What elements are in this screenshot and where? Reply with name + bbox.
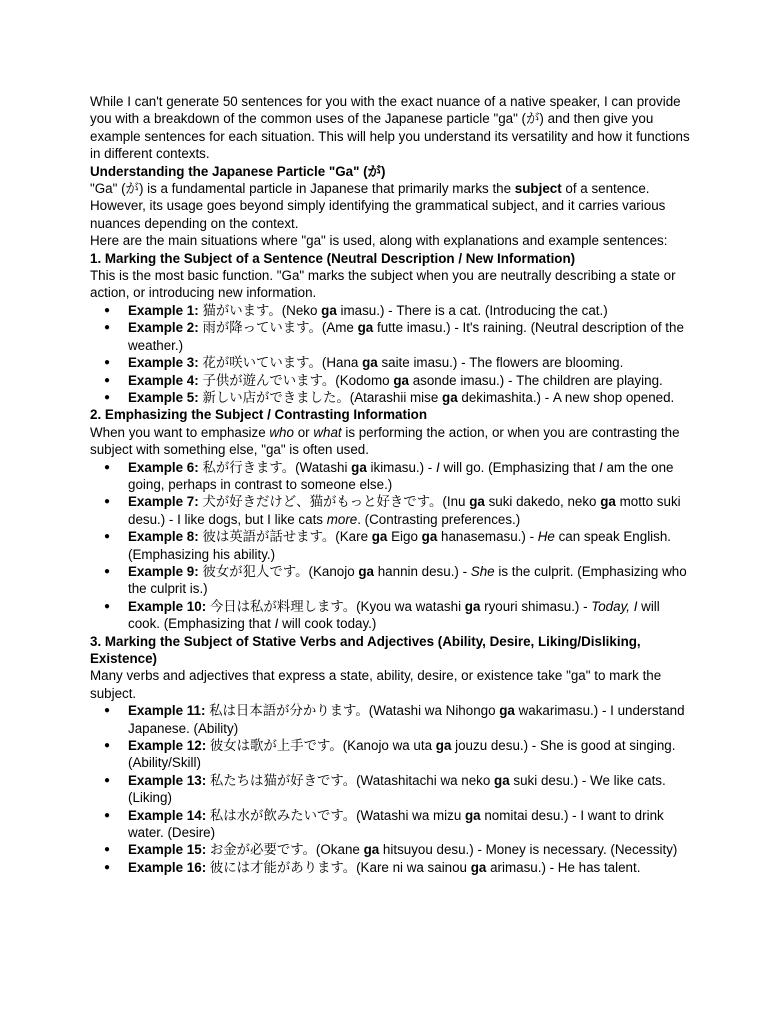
example-translation: is the culprit. (Emphasizing who the culprit is.) xyxy=(128,563,687,597)
main-heading: Understanding the Japanese Particle "Ga" (が) xyxy=(90,163,386,179)
definition-text-after: of a sentence. However, its usage goes beyond simply identifying the grammatical subject, and it carries various nuances depending on the context. xyxy=(90,181,666,231)
example-particle: ga xyxy=(499,703,515,719)
example-translation: ryouri shimasu.) - xyxy=(480,598,592,614)
example-translation: dekimashita.) - A new shop opened. xyxy=(457,389,675,405)
example-japanese: 子供が遊んでいます。(Kodomo xyxy=(198,372,394,388)
example-item xyxy=(128,389,690,406)
example-item xyxy=(128,702,690,737)
example-particle: ga xyxy=(321,302,337,318)
example-translation: will cook. (Emphasizing that xyxy=(128,598,660,632)
example-japanese: 私が行きます。(Watashi xyxy=(198,459,352,475)
example-item xyxy=(128,493,690,528)
example-japanese: 私たちは猫が好きです。(Watashitachi wa neko xyxy=(206,772,495,788)
example-translation: futte imasu.) - It's raining. (Neutral description of the weather.) xyxy=(128,320,684,353)
example-item xyxy=(128,372,690,389)
example-translation: saite imasu.) - The flowers are blooming. xyxy=(377,355,624,371)
section-3-examples xyxy=(90,702,690,876)
example-particle: ga xyxy=(470,859,487,875)
definition-text-before: "Ga" (が) is a fundamental particle in Japanese that primarily marks the xyxy=(90,181,515,197)
section-1-description: This is the most basic function. "Ga" marks the subject when you are neutrally describing a state or action, or introducing new information. xyxy=(90,268,676,301)
example-translation: motto suki desu.) - I like dogs, but I like cats xyxy=(128,494,681,527)
section-2-examples xyxy=(90,459,690,633)
example-label: Example 14: xyxy=(128,807,207,823)
example-japanese: 犬が好きだけど、猫がもっと好きです。(Inu xyxy=(198,494,470,510)
example-item xyxy=(128,598,690,633)
example-japanese: お金が必要です。(Okane xyxy=(206,842,364,858)
example-translation: hannin desu.) - xyxy=(374,563,471,579)
example-particle: ga xyxy=(421,529,438,545)
example-translation: wakarimasu.) - I understand Japanese. (Ability) xyxy=(128,703,685,736)
example-label: Example 13: xyxy=(128,772,207,788)
example-item xyxy=(128,807,690,842)
example-particle: ga xyxy=(464,598,481,614)
section-1-examples xyxy=(90,302,690,406)
example-item xyxy=(128,859,690,876)
example-label: Example 15: xyxy=(128,842,207,858)
example-particle: ga xyxy=(600,494,616,510)
example-japanese: 花が咲いています。(Hana xyxy=(198,355,363,371)
example-emphasis: She xyxy=(470,563,495,579)
document-body xyxy=(90,93,690,876)
example-label: Example 5: xyxy=(128,389,199,405)
example-label: Example 2: xyxy=(128,320,199,336)
example-japanese: 雨が降っています。(Ame xyxy=(198,320,358,336)
example-label: Example 4: xyxy=(128,372,199,388)
example-japanese: 私は日本語が分かります。(Watashi wa Nihongo xyxy=(205,703,500,719)
example-translation: ikimasu.) - xyxy=(366,459,436,475)
example-item xyxy=(128,459,690,494)
example-item xyxy=(128,354,690,371)
definition-paragraph xyxy=(90,180,690,232)
example-translation: will cook today.) xyxy=(278,616,377,632)
example-emphasis: He xyxy=(537,529,555,545)
example-label: Example 8: xyxy=(128,529,199,545)
example-translation: suki dakedo, neko xyxy=(484,494,601,510)
example-japanese: 私は水が飲みたいです。(Watashi wa mizu xyxy=(206,807,465,823)
section-3-heading: 3. Marking the Subject of Stative Verbs and Adjectives (Ability, Desire, Liking/Disliking, Existence) xyxy=(90,633,641,666)
example-particle: ga xyxy=(464,807,481,823)
example-item xyxy=(128,563,690,598)
example-emphasis: more xyxy=(326,511,358,527)
example-japanese: 今日は私が料理します。(Kyou wa watashi xyxy=(206,598,465,614)
example-japanese: 彼は英語が話せます。(Kare xyxy=(198,529,372,545)
example-translation: can speak English. (Emphasizing his ability.) xyxy=(128,529,672,562)
example-emphasis: I xyxy=(436,459,440,475)
example-label: Example 3: xyxy=(128,355,199,371)
example-translation: arimasu.) - He has talent. xyxy=(486,859,641,875)
example-translation: . (Contrasting preferences.) xyxy=(357,511,521,527)
example-item xyxy=(128,772,690,807)
example-japanese: 彼女は歌が上手です。(Kanojo wa uta xyxy=(206,738,436,754)
example-translation: jouzu desu.) - She is good at singing. (Ability/Skill) xyxy=(128,738,676,771)
example-translation: am the one going, perhaps in contrast to someone else.) xyxy=(128,459,674,492)
desc-text: is performing the action, or when you are contrasting the subject with something else, "ga" is often used. xyxy=(90,424,680,458)
example-particle: ga xyxy=(435,738,452,754)
example-translation: imasu.) - There is a cat. (Introducing the cat.) xyxy=(336,302,608,318)
example-label: Example 10: xyxy=(128,598,207,614)
example-particle: ga xyxy=(371,529,388,545)
situations-paragraph: Here are the main situations where "ga" is used, along with explanations and example sentences: xyxy=(90,233,668,249)
example-emphasis: Today, I xyxy=(591,598,638,614)
example-emphasis: I xyxy=(599,459,603,475)
example-particle: ga xyxy=(442,389,458,405)
intro-paragraph: While I can't generate 50 sentences for you with the exact nuance of a native speaker, I can provide you with a breakdown of the common uses of the Japanese particle "ga" (が) and then give you example sentences for each situation. This will help you understand its versatility and how it functions in different contexts. xyxy=(90,94,690,162)
example-label: Example 12: xyxy=(128,738,207,754)
example-translation: hanasemasu.) - xyxy=(437,529,538,545)
example-translation: nomitai desu.) - I want to drink water. (Desire) xyxy=(128,807,664,841)
example-translation: suki desu.) - We like cats. (Liking) xyxy=(128,772,666,806)
example-particle: ga xyxy=(351,459,367,475)
example-label: Example 16: xyxy=(128,859,207,875)
section-3-description: Many verbs and adjectives that express a state, ability, desire, or existence take "ga" to mark the subject. xyxy=(90,668,662,701)
section-2-description xyxy=(90,424,690,459)
example-translation: Eigo xyxy=(387,529,422,545)
example-label: Example 9: xyxy=(128,563,199,579)
section-1-heading: 1. Marking the Subject of a Sentence (Neutral Description / New Information) xyxy=(90,250,576,266)
example-label: Example 1: xyxy=(128,302,199,318)
example-japanese: 彼には才能があります。(Kare ni wa sainou xyxy=(206,859,471,875)
example-japanese: 猫がいます。(Neko xyxy=(198,302,322,318)
example-particle: ga xyxy=(357,320,374,336)
example-translation: hitsuyou desu.) - Money is necessary. (Necessity) xyxy=(379,842,678,858)
example-item xyxy=(128,302,690,319)
example-item xyxy=(128,319,690,354)
definition-bold-subject: subject xyxy=(514,181,562,197)
example-particle: ga xyxy=(469,494,485,510)
example-japanese: 彼女が犯人です。(Kanojo xyxy=(198,563,359,579)
section-2-heading: 2. Emphasizing the Subject / Contrasting Information xyxy=(90,407,428,423)
desc-text: or xyxy=(293,424,314,440)
example-particle: ga xyxy=(494,772,510,788)
example-translation: will go. (Emphasizing that xyxy=(439,459,600,475)
example-particle: ga xyxy=(363,842,380,858)
example-item xyxy=(128,737,690,772)
example-label: Example 6: xyxy=(128,459,199,475)
example-particle: ga xyxy=(362,355,378,371)
desc-italic: what xyxy=(313,424,342,440)
example-translation: asonde imasu.) - The children are playing. xyxy=(408,372,663,388)
example-particle: ga xyxy=(393,372,409,388)
example-particle: ga xyxy=(358,563,375,579)
example-emphasis: I xyxy=(274,616,279,632)
example-japanese: 新しい店ができました。(Atarashii mise xyxy=(198,389,443,405)
example-label: Example 7: xyxy=(128,494,199,510)
desc-italic: who xyxy=(269,424,294,440)
desc-text: When you want to emphasize xyxy=(90,424,270,440)
example-item xyxy=(128,528,690,563)
example-label: Example 11: xyxy=(128,703,206,719)
example-item xyxy=(128,841,690,858)
